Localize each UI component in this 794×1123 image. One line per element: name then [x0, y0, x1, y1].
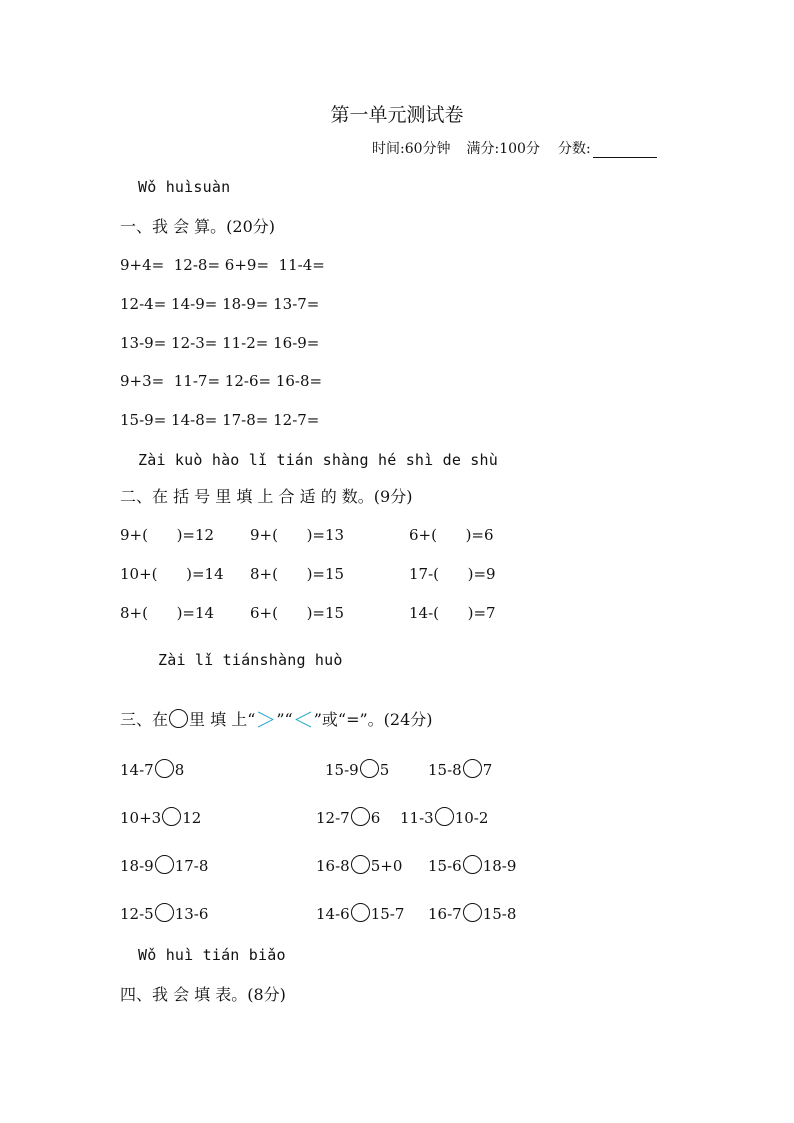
answer-circle[interactable]: [360, 759, 379, 778]
section3-heading-pre: 三、在: [120, 710, 169, 729]
section4-heading: 四、我 会 填 表。(8分): [120, 985, 286, 1004]
section1-row: 9+4= 12-8= 6+9= 11-4=: [120, 256, 325, 274]
compare-left: 16-8: [316, 857, 350, 875]
answer-circle[interactable]: [155, 903, 174, 922]
answer-circle[interactable]: [435, 807, 454, 826]
fill-blank-item[interactable]: 6+( )=6: [409, 526, 494, 544]
circle-icon: [169, 709, 188, 728]
answer-circle[interactable]: [463, 903, 482, 922]
section2-pinyin: Zài kuò hào lǐ tián shàng hé shì de shù: [138, 451, 498, 469]
compare-right: 8: [174, 761, 185, 779]
answer-circle[interactable]: [162, 807, 181, 826]
section3-heading: [120, 704, 433, 734]
compare-item: [325, 759, 389, 779]
fill-blank-item[interactable]: 9+( )=13: [250, 526, 345, 544]
compare-left: 14-6: [316, 905, 350, 923]
compare-left: 12-5: [120, 905, 154, 923]
compare-right: 7: [482, 761, 493, 779]
section1-pinyin: Wǒ huìsuàn: [138, 178, 231, 196]
compare-left: 15-9: [325, 761, 359, 779]
score-blank[interactable]: [593, 142, 657, 158]
compare-item: [316, 807, 380, 827]
section4-pinyin: Wǒ huì tián biǎo: [138, 946, 286, 964]
compare-left: 12-7: [316, 809, 350, 827]
compare-left: 15-6: [428, 857, 462, 875]
compare-right: 10-2: [454, 809, 489, 827]
compare-left: 18-9: [120, 857, 154, 875]
answer-circle[interactable]: [351, 855, 370, 874]
compare-right: 17-8: [174, 857, 209, 875]
answer-circle[interactable]: [155, 759, 174, 778]
fill-blank-item[interactable]: 17-( )=9: [409, 565, 496, 583]
section3-pinyin: Zài lǐ tiánshàng huò: [158, 651, 343, 669]
fill-blank-item[interactable]: 8+( )=14: [120, 604, 215, 622]
compare-item: [120, 855, 208, 875]
section1-heading: 一、我 会 算。(20分): [120, 217, 276, 236]
answer-circle[interactable]: [155, 855, 174, 874]
compare-item: [120, 807, 201, 827]
section2-heading: 二、在 括 号 里 填 上 合 适 的 数。(9分): [120, 487, 413, 506]
answer-circle[interactable]: [463, 759, 482, 778]
section3-heading-post: ”或“=”。(24分): [313, 710, 433, 729]
page-title: 第一单元测试卷: [330, 104, 464, 126]
score-label: 分数:: [557, 141, 591, 157]
compare-left: 15-8: [428, 761, 462, 779]
answer-circle[interactable]: [351, 903, 370, 922]
compare-left: 16-7: [428, 905, 462, 923]
compare-item: [120, 759, 184, 779]
compare-left: 11-3: [400, 809, 434, 827]
compare-item: [120, 903, 208, 923]
fill-blank-item[interactable]: 8+( )=15: [250, 565, 345, 583]
compare-right: 13-6: [174, 905, 209, 923]
section1-row: 15-9= 14-8= 17-8= 12-7=: [120, 411, 320, 429]
compare-right: 12: [182, 809, 202, 827]
exam-meta: [372, 138, 657, 158]
answer-circle[interactable]: [351, 807, 370, 826]
greater-than-sign: ＞: [255, 708, 277, 732]
compare-item: [428, 759, 492, 779]
compare-item: [316, 855, 402, 875]
fill-blank-item[interactable]: 14-( )=7: [409, 604, 496, 622]
section1-row: 9+3= 11-7= 12-6= 16-8=: [120, 372, 323, 390]
full-score: 满分:100分: [466, 141, 540, 157]
compare-right: 15-8: [482, 905, 517, 923]
compare-right: 18-9: [482, 857, 517, 875]
compare-left: 10+3: [120, 809, 162, 827]
compare-item: [428, 855, 516, 875]
time-limit: 时间:60分钟: [372, 141, 451, 157]
compare-left: 14-7: [120, 761, 154, 779]
answer-circle[interactable]: [463, 855, 482, 874]
compare-right: 5: [379, 761, 390, 779]
compare-item: [316, 903, 404, 923]
section1-row: 12-4= 14-9= 18-9= 13-7=: [120, 295, 320, 313]
compare-right: 15-7: [370, 905, 405, 923]
compare-item: [428, 903, 516, 923]
section3-heading-mid: 里 填 上“: [189, 710, 256, 729]
less-than-sign: ＜: [292, 708, 314, 732]
compare-item: [400, 807, 488, 827]
section1-row: 13-9= 12-3= 11-2= 16-9=: [120, 334, 320, 352]
compare-right: 5+0: [370, 857, 403, 875]
section3-heading-quote: ”“: [276, 710, 293, 729]
fill-blank-item[interactable]: 9+( )=12: [120, 526, 215, 544]
compare-right: 6: [370, 809, 381, 827]
fill-blank-item[interactable]: 10+( )=14: [120, 565, 224, 583]
fill-blank-item[interactable]: 6+( )=15: [250, 604, 345, 622]
